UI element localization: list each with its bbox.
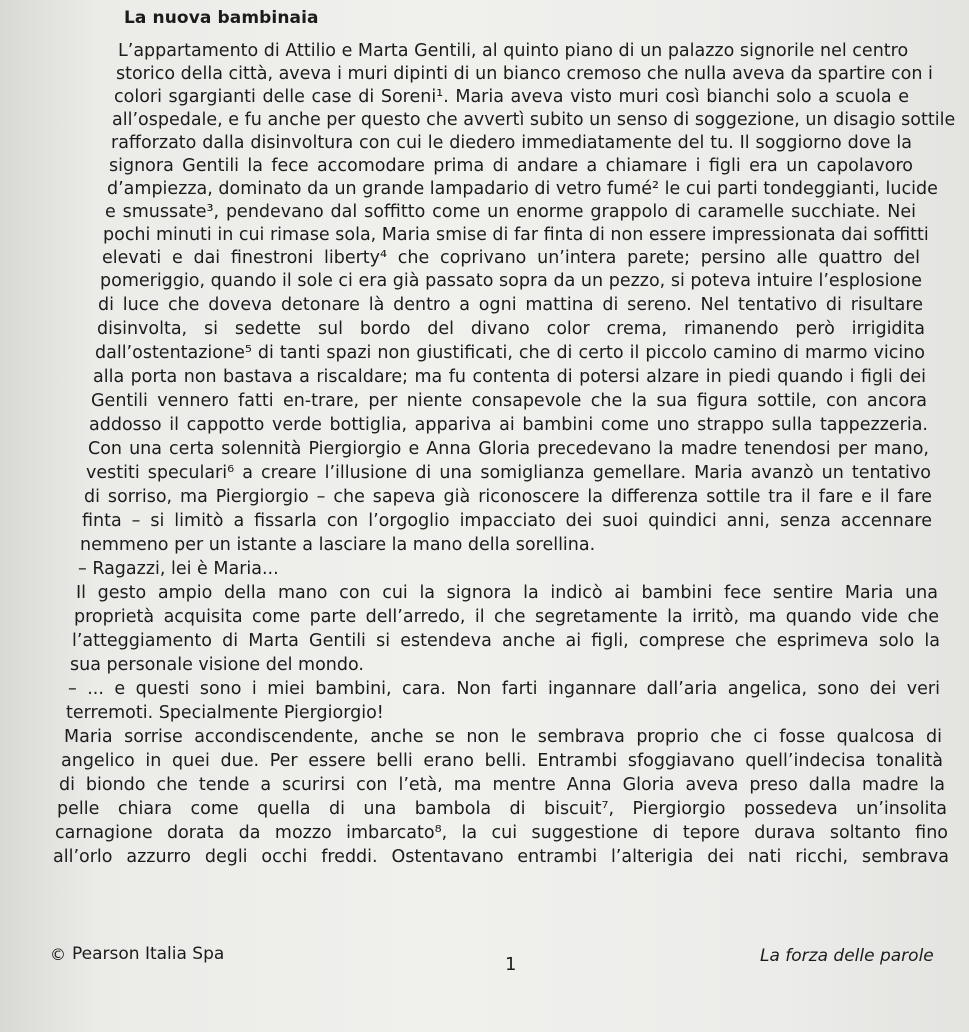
text-line: d’ampiezza, dominato da un grande lampadario di vetro fumé² le cui parti tondeggianti, lucide — [107, 179, 938, 199]
text-line: sua personale visione del mondo. — [70, 655, 364, 675]
text-line: – Ragazzi, lei è Maria... — [78, 559, 279, 579]
text-line: Gentili vennero fatti en-trare, per niente consapevole che la sua figura sottile, con ancora — [91, 391, 927, 411]
copyright-icon: © — [50, 944, 66, 964]
publisher-name: Pearson Italia Spa — [72, 944, 225, 964]
text-line: finta – si limitò a fissarla con l’orgoglio impacciato dei suoi quindici anni, senza accennare — [82, 511, 932, 531]
page-number: 1 — [505, 954, 517, 975]
text-line: Con una certa solennità Piergiorgio e Anna Gloria precedevano la madre tenendosi per mano, — [88, 439, 929, 459]
text-line: signora Gentili la fece accomodare prima di andare a chiamare i figli era un capolavoro — [109, 156, 913, 176]
text-line: proprietà acquisita come parte dell’arredo, il che segretamente la irritò, ma quando vide che — [74, 607, 939, 627]
text-line: l’atteggiamento di Marta Gentili si estendeva anche ai figli, comprese che esprimeva solo la — [72, 631, 940, 651]
document-title: La nuova bambinaia — [124, 8, 319, 28]
text-line: storico della città, aveva i muri dipinti di un bianco cremoso che nulla aveva da spartire con i — [116, 64, 933, 84]
text-line: Maria sorrise accondiscendente, anche se non le sembrava proprio che ci fosse qualcosa di — [64, 727, 942, 747]
text-line: elevati e dai finestroni liberty⁴ che coprivano un’intera parete; persino alle quattro del — [102, 248, 920, 268]
text-line: carnagione dorata da mozzo imbarcato⁸, la cui suggestione di tepore durava soltanto fino — [55, 823, 948, 843]
text-line: pomeriggio, quando il sole ci era già passato sopra da un pezzo, si poteva intuire l’esplosione — [100, 271, 922, 291]
text-line: di luce che doveva detonare là dentro a ogni mattina di sereno. Nel tentativo di risultare — [98, 295, 923, 315]
text-line: terremoti. Specialmente Piergiorgio! — [66, 703, 384, 723]
text-line: disinvolta, si sedette sul bordo del divano color crema, rimanendo però irrigidita — [97, 319, 925, 339]
text-line: angelico in quei due. Per essere belli erano belli. Entrambi sfoggiavano quell’indecisa tonalità — [61, 751, 943, 771]
text-line: addosso il cappotto verde bottiglia, appariva ai bambini come uno strappo sulla tappezzeria. — [89, 415, 928, 435]
text-line: nemmeno per un istante a lasciare la mano della sorellina. — [80, 535, 596, 555]
text-line: pelle chiara come quella di una bambola di biscuit⁷, Piergiorgio possedeva un’insolita — [57, 799, 947, 819]
text-line: di sorriso, ma Piergiorgio – che sapeva già riconoscere la differenza sottile tra il fare e il fare — [84, 487, 932, 507]
text-line: pochi minuti in cui rimase sola, Maria smise di far finta di non essere impressionata dai soffitti — [103, 225, 929, 245]
text-line: alla porta non bastava a riscaldare; ma fu contenta di potersi alzare in piedi quando i figli dei — [93, 367, 926, 387]
text-line: L’appartamento di Attilio e Marta Gentili, al quinto piano di un palazzo signorile nel centro — [118, 41, 909, 61]
text-line: vestiti speculari⁶ a creare l’illusione di una somiglianza gemellare. Maria avanzò un tentativo — [86, 463, 931, 483]
text-line: e smussate³, pendevano dal soffitto come un enorme grappolo di caramelle succhiate. Nei — [105, 202, 916, 222]
footer-publisher — [50, 944, 224, 964]
text-line: colori sgargianti delle case di Soreni¹. Maria aveva visto muri così bianchi solo a scuola e — [114, 87, 909, 107]
text-line: – ... e questi sono i miei bambini, cara. Non farti ingannare dall’aria angelica, sono dei veri — [68, 679, 940, 699]
text-line: rafforzato dalla disinvoltura con cui le diedero immediatamente del tu. Il soggiorno dove la — [111, 133, 912, 153]
text-line: di biondo che tende a scurirsi con l’età, ma mentre Anna Gloria aveva preso dalla madre la — [59, 775, 945, 795]
text-line: Il gesto ampio della mano con cui la signora la indicò ai bambini fece sentire Maria una — [76, 583, 938, 603]
text-line: dall’ostentazione⁵ di tanti spazi non giustificati, che di certo il piccolo camino di marmo vicino — [95, 343, 925, 363]
text-line: all’ospedale, e fu anche per questo che avvertì subito un senso di soggezione, un disagio sottile — [112, 110, 956, 130]
book-title: La forza delle parole — [760, 946, 934, 966]
text-line: all’orlo azzurro degli occhi freddi. Ostentavano entrambi l’alterigia dei nati ricchi, sembrava — [53, 847, 949, 867]
